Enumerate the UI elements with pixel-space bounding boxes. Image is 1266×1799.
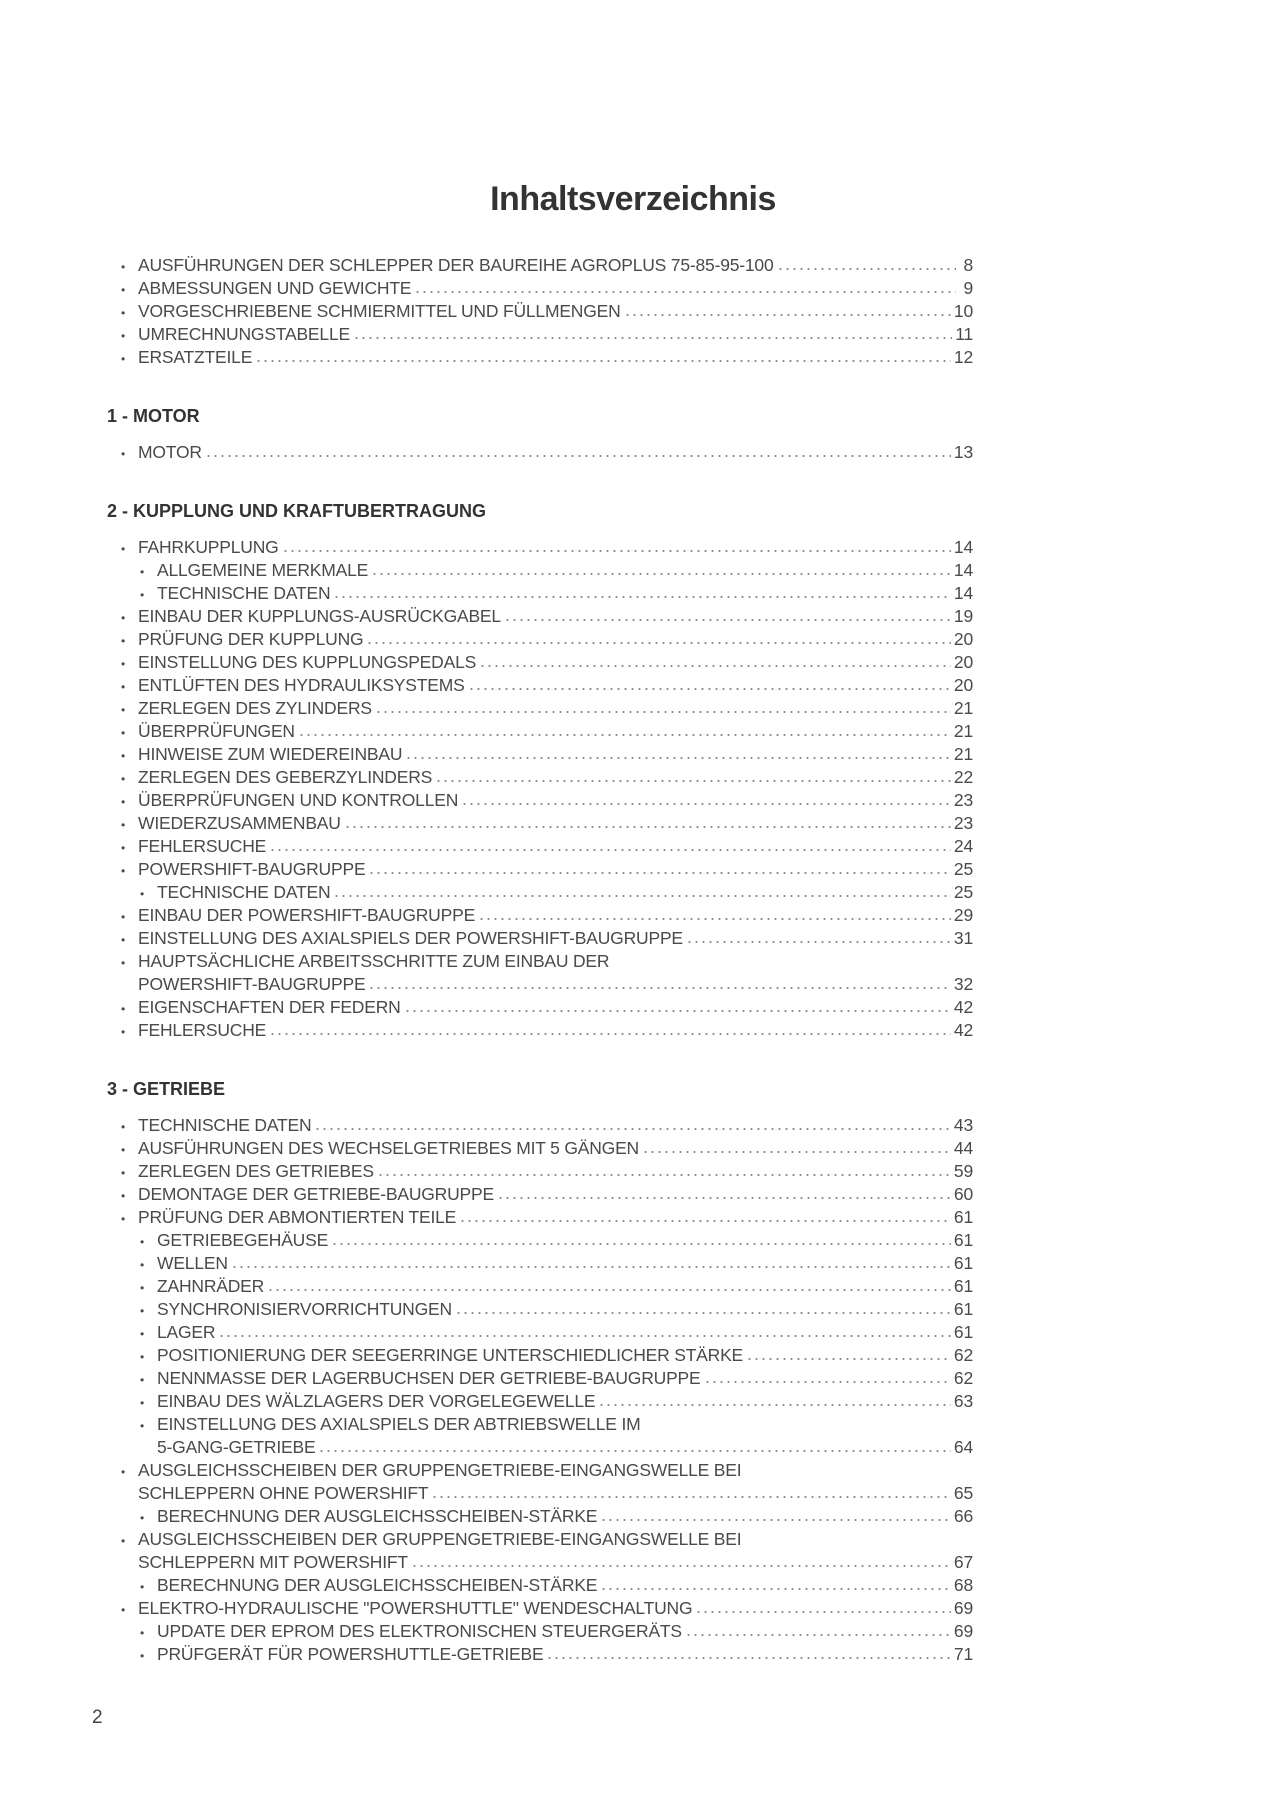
dot-leader (375, 710, 951, 714)
toc-entry-page: 61 (953, 1207, 973, 1227)
toc-entry-label: FEHLERSUCHE (138, 836, 267, 856)
bullet-icon: • (121, 1120, 126, 1134)
bullet-icon: • (121, 611, 126, 625)
toc-entry-label: AUSFÜHRUNGEN DES WECHSELGETRIEBES MIT 5 GÄNGEN (138, 1138, 639, 1158)
dot-leader (624, 313, 951, 317)
toc-entry[interactable] (100, 1206, 973, 1229)
bullet-icon: • (121, 818, 126, 832)
bullet-icon: • (140, 588, 145, 602)
toc-entry-label: BERECHNUNG DER AUSGLEICHSSCHEIBEN-STÄRKE (157, 1506, 598, 1526)
bullet-icon: • (140, 1235, 145, 1249)
dot-leader (298, 733, 951, 737)
page-title: Inhaltsverzeichnis (490, 180, 776, 218)
section-items (100, 441, 973, 464)
toc-entry-page: 61 (953, 1276, 973, 1296)
toc-entry-label-continued: SCHLEPPERN MIT POWERSHIFT (138, 1552, 408, 1572)
toc-entry-label: ALLGEMEINE MERKMALE (157, 560, 369, 580)
bullet-icon: • (121, 1603, 126, 1617)
toc-entry[interactable] (100, 346, 973, 369)
toc-entry[interactable] (100, 1620, 973, 1643)
toc-entry-label: AUSFÜHRUNGEN DER SCHLEPPER DER BAUREIHE AGROPLUS 75-85-95-100 (138, 255, 774, 275)
toc-entry-label: BERECHNUNG DER AUSGLEICHSSCHEIBEN-STÄRKE (157, 1575, 598, 1595)
toc-entry-page: 14 (953, 560, 973, 580)
dot-leader (455, 1311, 951, 1315)
toc-entry[interactable] (100, 996, 973, 1019)
dot-leader (598, 1403, 951, 1407)
bullet-icon: • (121, 1189, 126, 1203)
toc-entry[interactable] (100, 651, 973, 674)
dot-leader (269, 1032, 951, 1036)
toc-entry-page: 65 (953, 1483, 973, 1503)
dot-leader (366, 641, 950, 645)
bullet-icon: • (121, 910, 126, 924)
toc-entry-label: MOTOR (138, 442, 202, 462)
toc-entry-page: 61 (953, 1253, 973, 1273)
bullet-icon: • (121, 1143, 126, 1157)
toc-entry-page: 60 (953, 1184, 973, 1204)
toc-entry-label: TECHNISCHE DATEN (157, 882, 331, 902)
toc-entry[interactable] (100, 605, 973, 628)
toc-entry-label: LAGER (157, 1322, 216, 1342)
toc-entry-label: WIEDERZUSAMMENBAU (138, 813, 341, 833)
dot-leader (746, 1357, 951, 1361)
toc-entry-label: EINBAU DER POWERSHIFT-BAUGRUPPE (138, 905, 476, 925)
page-number: 2 (92, 1707, 103, 1728)
toc-entry[interactable] (100, 1019, 973, 1042)
toc-entry-label: PRÜFUNG DER ABMONTIERTEN TEILE (138, 1207, 457, 1227)
dot-leader (461, 802, 951, 806)
toc-entry-page: 69 (953, 1621, 973, 1641)
bullet-icon: • (121, 1534, 126, 1548)
toc-entry-label: TECHNISCHE DATEN (157, 583, 331, 603)
toc-entry-continuation[interactable] (100, 1482, 973, 1505)
bullet-icon: • (140, 1350, 145, 1364)
bullet-icon: • (140, 1281, 145, 1295)
bullet-icon: • (121, 447, 126, 461)
toc-entry[interactable] (100, 766, 973, 789)
toc-entry-page: 20 (953, 652, 973, 672)
toc-entry[interactable] (100, 1137, 973, 1160)
bullet-icon: • (121, 933, 126, 947)
toc-entry-label-continued: SCHLEPPERN OHNE POWERSHIFT (138, 1483, 429, 1503)
dot-leader (546, 1656, 950, 1660)
toc-entry[interactable] (100, 1459, 973, 1482)
toc-entry-label-continued: POWERSHIFT-BAUGRUPPE (138, 974, 366, 994)
dot-leader (404, 1009, 951, 1013)
bullet-icon: • (121, 1166, 126, 1180)
toc-entry-page: 61 (953, 1322, 973, 1342)
toc-entry[interactable] (100, 1390, 973, 1413)
toc-entry-label: ZERLEGEN DES GEBERZYLINDERS (138, 767, 433, 787)
toc-entry-continuation[interactable] (100, 973, 973, 996)
toc-entry-label: EINBAU DES WÄLZLAGERS DER VORGELEGEWELLE (157, 1391, 596, 1411)
bullet-icon: • (140, 1649, 145, 1663)
toc-entry[interactable] (100, 1275, 973, 1298)
bullet-icon: • (121, 726, 126, 740)
toc-entry-continuation[interactable] (100, 1436, 973, 1459)
toc-entry[interactable] (100, 743, 973, 766)
toc-entry[interactable] (100, 1114, 973, 1137)
toc-entry[interactable] (100, 559, 973, 582)
toc-entry-label: PRÜFUNG DER KUPPLUNG (138, 629, 364, 649)
toc-entry-page: 20 (953, 629, 973, 649)
toc-entry-page: 68 (953, 1575, 973, 1595)
dot-leader (777, 267, 957, 271)
toc-entry-page: 31 (953, 928, 973, 948)
toc-entry-label: EIGENSCHAFTEN DER FEDERN (138, 997, 401, 1017)
toc-entry-label-continued: 5-GANG-GETRIEBE (157, 1437, 316, 1457)
toc-entry-label: FAHRKUPPLUNG (138, 537, 279, 557)
toc-entry-label: UPDATE DER EPROM DES ELEKTRONISCHEN STEUERGERÄTS (157, 1621, 682, 1641)
toc-entry-label: EINSTELLUNG DES AXIALSPIELS DER POWERSHIFT-BAUGRUPPE (138, 928, 683, 948)
dot-leader (205, 454, 951, 458)
section-items (100, 536, 973, 1042)
toc-entry-label: FEHLERSUCHE (138, 1020, 267, 1040)
bullet-icon: • (121, 1002, 126, 1016)
toc-entry-label: DEMONTAGE DER GETRIEBE-BAUGRUPPE (138, 1184, 494, 1204)
dot-leader (686, 940, 951, 944)
toc-entry[interactable] (100, 254, 973, 277)
toc-entry-page: 11 (955, 324, 973, 344)
toc-entry-label: ZERLEGEN DES GETRIEBES (138, 1161, 374, 1181)
toc-entry[interactable] (100, 300, 973, 323)
toc-entry[interactable] (100, 323, 973, 346)
bullet-icon: • (121, 542, 126, 556)
toc-entry-page: 23 (953, 790, 973, 810)
toc-entry-page: 66 (953, 1506, 973, 1526)
toc-entry-page: 12 (953, 347, 973, 367)
bullet-icon: • (121, 749, 126, 763)
dot-leader (685, 1633, 951, 1637)
toc-entry-page: 44 (953, 1138, 973, 1158)
bullet-icon: • (121, 1212, 126, 1226)
toc-entry-page: 22 (953, 767, 973, 787)
toc-entry-label: UMRECHNUNGSTABELLE (138, 324, 350, 344)
section-heading: 3 - GETRIEBE (107, 1079, 226, 1099)
dot-leader (479, 664, 951, 668)
bullet-icon: • (140, 1327, 145, 1341)
dot-leader (478, 917, 951, 921)
toc-entry-page: 69 (953, 1598, 973, 1618)
dot-leader (255, 359, 951, 363)
bullet-icon: • (121, 329, 126, 343)
toc-entry-continuation[interactable] (100, 1551, 973, 1574)
toc-entry-label: ÜBERPRÜFUNGEN UND KONTROLLEN (138, 790, 459, 810)
toc-entry-page: 71 (953, 1644, 973, 1664)
bullet-icon: • (140, 1511, 145, 1525)
toc-entry[interactable] (100, 1597, 973, 1620)
bullet-icon: • (140, 1580, 145, 1594)
toc-entry-label: ZAHNRÄDER (157, 1276, 265, 1296)
toc-entry-label: AUSGLEICHSSCHEIBEN DER GRUPPENGETRIEBE-EINGANGSWELLE BEI (138, 1529, 742, 1549)
bullet-icon: • (121, 1025, 126, 1039)
dot-leader (695, 1610, 951, 1614)
toc-entry-page: 9 (963, 278, 973, 298)
dot-leader (282, 549, 951, 553)
bullet-icon: • (121, 260, 126, 274)
dot-leader (333, 595, 950, 599)
toc-entry-page: 42 (953, 1020, 973, 1040)
bullet-icon: • (121, 283, 126, 297)
dot-leader (377, 1173, 951, 1177)
toc-entry-page: 19 (953, 606, 973, 626)
toc-entry-label: POSITIONIERUNG DER SEEGERRINGE UNTERSCHIEDLICHER STÄRKE (157, 1345, 744, 1365)
toc-entry[interactable] (100, 1252, 973, 1275)
toc-entry-page: 43 (953, 1115, 973, 1135)
dot-leader (218, 1334, 951, 1338)
dot-leader (600, 1587, 951, 1591)
dot-leader (371, 572, 951, 576)
toc-entry-label: WELLEN (157, 1253, 228, 1273)
toc-entry-label: ENTLÜFTEN DES HYDRAULIKSYSTEMS (138, 675, 465, 695)
bullet-icon: • (140, 1419, 145, 1433)
section-heading: 1 - MOTOR (107, 406, 200, 426)
toc-entry[interactable] (100, 536, 973, 559)
bullet-icon: • (140, 1396, 145, 1410)
toc-entry-page: 21 (953, 721, 973, 741)
dot-leader (353, 336, 952, 340)
dot-leader (318, 1449, 951, 1453)
toc-entry[interactable] (100, 1298, 973, 1321)
toc-entry-page: 21 (953, 698, 973, 718)
toc-entry-label: POWERSHIFT-BAUGRUPPE (138, 859, 366, 879)
toc-entry[interactable] (100, 881, 973, 904)
bullet-icon: • (121, 657, 126, 671)
toc-entry-page: 21 (953, 744, 973, 764)
bullet-icon: • (121, 703, 126, 717)
toc-entry[interactable] (100, 927, 973, 950)
toc-entry[interactable] (100, 628, 973, 651)
toc-entry[interactable] (100, 1321, 973, 1344)
toc-entry[interactable] (100, 1229, 973, 1252)
bullet-icon: • (121, 864, 126, 878)
toc-entry[interactable] (100, 720, 973, 743)
toc-entry-label: HINWEISE ZUM WIEDEREINBAU (138, 744, 403, 764)
toc-entry-page: 62 (953, 1345, 973, 1365)
dot-leader (504, 618, 951, 622)
toc-entry-page: 64 (953, 1437, 973, 1457)
dot-leader (497, 1196, 951, 1200)
toc-entry[interactable] (100, 858, 973, 881)
dot-leader (333, 894, 950, 898)
toc-entry[interactable] (100, 582, 973, 605)
dot-leader (267, 1288, 951, 1292)
toc-entry[interactable] (100, 1160, 973, 1183)
table-of-contents (100, 254, 973, 1666)
dot-leader (435, 779, 951, 783)
toc-entry[interactable] (100, 950, 973, 973)
bullet-icon: • (121, 956, 126, 970)
toc-entry-label: ELEKTRO-HYDRAULISCHE "POWERSHUTTLE" WENDESCHALTUNG (138, 1598, 693, 1618)
dot-leader (642, 1150, 951, 1154)
toc-entry[interactable] (100, 812, 973, 835)
bullet-icon: • (121, 352, 126, 366)
section-heading: 2 - KUPPLUNG UND KRAFTUBERTRAGUNG (107, 501, 486, 521)
toc-entry[interactable] (100, 1505, 973, 1528)
toc-entry[interactable] (100, 697, 973, 720)
toc-entry-label: GETRIEBEGEHÄUSE (157, 1230, 329, 1250)
section-items (100, 1114, 973, 1666)
toc-entry-label: HAUPTSÄCHLICHE ARBEITSSCHRITTE ZUM EINBAU DER (138, 951, 610, 971)
toc-entry-page: 14 (953, 537, 973, 557)
toc-entry-page: 67 (953, 1552, 973, 1572)
toc-entry-label: AUSGLEICHSSCHEIBEN DER GRUPPENGETRIEBE-EINGANGSWELLE BEI (138, 1460, 742, 1480)
toc-entry-page: 25 (953, 859, 973, 879)
bullet-icon: • (121, 680, 126, 694)
dot-leader (344, 825, 951, 829)
toc-entry[interactable] (100, 835, 973, 858)
dot-leader (431, 1495, 951, 1499)
toc-entry-page: 61 (953, 1299, 973, 1319)
toc-entry[interactable] (100, 277, 973, 300)
bullet-icon: • (140, 1304, 145, 1318)
dot-leader (414, 290, 956, 294)
toc-entry[interactable] (100, 1183, 973, 1206)
dot-leader (411, 1564, 951, 1568)
toc-entry-page: 25 (953, 882, 973, 902)
bullet-icon: • (140, 1258, 145, 1272)
toc-entry-label: EINSTELLUNG DES KUPPLUNGSPEDALS (138, 652, 477, 672)
toc-entry-label: VORGESCHRIEBENE SCHMIERMITTEL UND FÜLLMENGEN (138, 301, 621, 321)
toc-entry-label: ZERLEGEN DES ZYLINDERS (138, 698, 372, 718)
toc-entry[interactable] (100, 904, 973, 927)
toc-entry[interactable] (100, 441, 973, 464)
toc-entry-page: 29 (953, 905, 973, 925)
dot-leader (459, 1219, 951, 1223)
toc-entry-page: 23 (953, 813, 973, 833)
dot-leader (314, 1127, 950, 1131)
toc-entry-page: 32 (953, 974, 973, 994)
toc-entry-page: 62 (953, 1368, 973, 1388)
toc-entry-label: TECHNISCHE DATEN (138, 1115, 312, 1135)
dot-leader (405, 756, 951, 760)
dot-leader (231, 1265, 951, 1269)
toc-entry-label: EINSTELLUNG DES AXIALSPIELS DER ABTRIEBSWELLE IM (157, 1414, 641, 1434)
bullet-icon: • (121, 1465, 126, 1479)
toc-entry-label: ERSATZTEILE (138, 347, 253, 367)
toc-entry[interactable] (100, 1413, 973, 1436)
toc-entry-page: 20 (953, 675, 973, 695)
toc-entry[interactable] (100, 789, 973, 812)
bullet-icon: • (121, 795, 126, 809)
bullet-icon: • (140, 1373, 145, 1387)
toc-entry[interactable] (100, 1643, 973, 1666)
dot-leader (368, 871, 951, 875)
dot-leader (269, 848, 951, 852)
bullet-icon: • (140, 887, 145, 901)
toc-entry-page: 13 (953, 442, 973, 462)
toc-entry-label: SYNCHRONISIERVORRICHTUNGEN (157, 1299, 452, 1319)
toc-entry-label: ÜBERPRÜFUNGEN (138, 721, 295, 741)
toc-entry-label: NENNMASSE DER LAGERBUCHSEN DER GETRIEBE-BAUGRUPPE (157, 1368, 701, 1388)
bullet-icon: • (121, 306, 126, 320)
dot-leader (331, 1242, 951, 1246)
intro-list (100, 254, 973, 369)
toc-entry-page: 14 (953, 583, 973, 603)
toc-entry-page: 59 (953, 1161, 973, 1181)
toc-entry-page: 61 (953, 1230, 973, 1250)
toc-entry-page: 42 (953, 997, 973, 1017)
toc-entry-page: 24 (953, 836, 973, 856)
toc-entry-page: 10 (953, 301, 973, 321)
toc-entry-label: PRÜFGERÄT FÜR POWERSHUTTLE-GETRIEBE (157, 1644, 544, 1664)
toc-entry-label: ABMESSUNGEN UND GEWICHTE (138, 278, 412, 298)
toc-entry[interactable] (100, 1528, 973, 1551)
toc-entry[interactable] (100, 674, 973, 697)
dot-leader (468, 687, 951, 691)
toc-entry[interactable] (100, 1367, 973, 1390)
dot-leader (704, 1380, 951, 1384)
bullet-icon: • (121, 772, 126, 786)
toc-entry[interactable] (100, 1574, 973, 1597)
toc-entry-page: 63 (953, 1391, 973, 1411)
bullet-icon: • (140, 1626, 145, 1640)
bullet-icon: • (140, 565, 145, 579)
dot-leader (600, 1518, 951, 1522)
bullet-icon: • (121, 634, 126, 648)
dot-leader (368, 986, 951, 990)
toc-entry-label: EINBAU DER KUPPLUNGS-AUSRÜCKGABEL (138, 606, 501, 626)
toc-entry[interactable] (100, 1344, 973, 1367)
bullet-icon: • (121, 841, 126, 855)
toc-entry-page: 8 (963, 255, 973, 275)
